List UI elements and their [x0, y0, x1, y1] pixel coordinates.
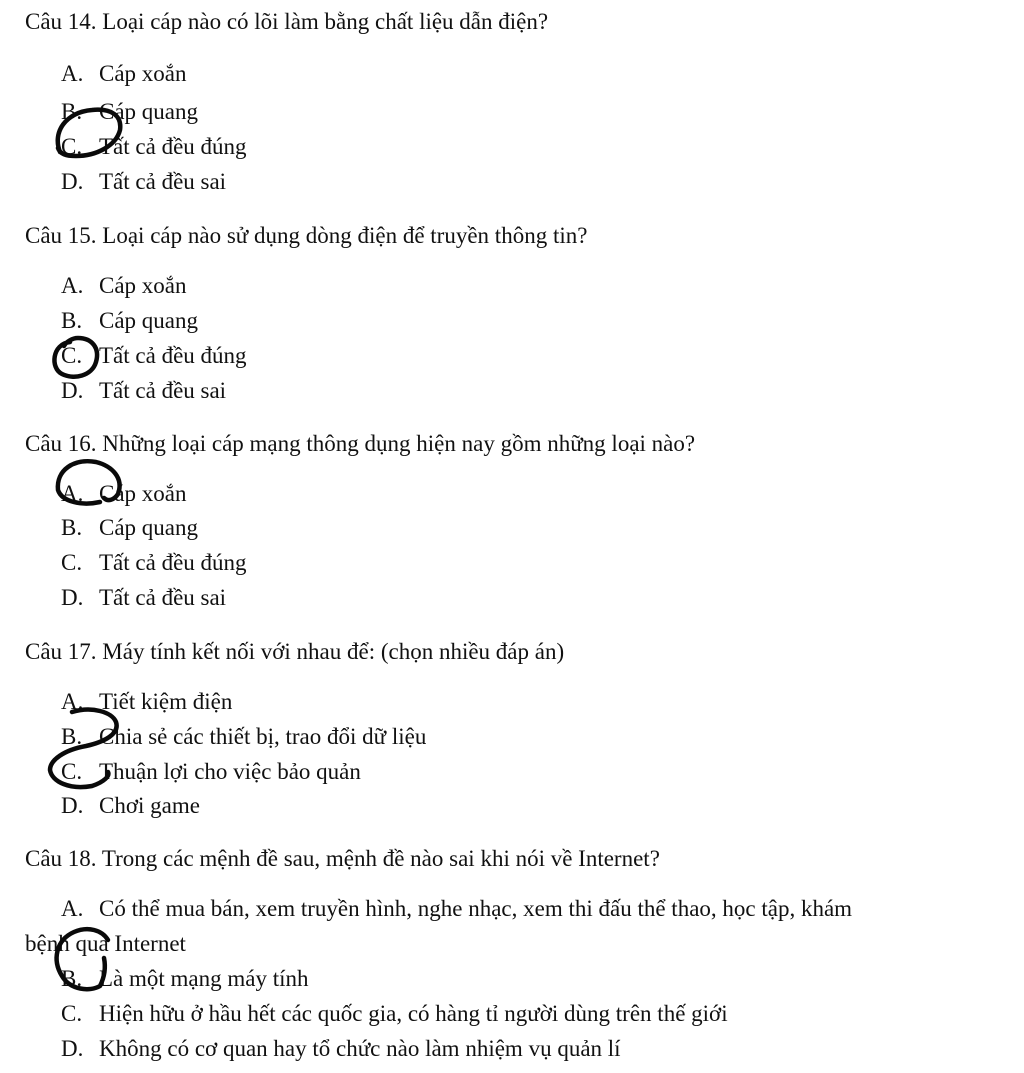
option-letter: A. — [61, 896, 84, 921]
q14-option-c — [61, 133, 247, 161]
option-text: Tất cả đều đúng — [99, 550, 247, 575]
q18-option-d — [61, 1035, 621, 1063]
option-text: Cáp quang — [99, 99, 199, 124]
q15-option-c — [61, 342, 247, 370]
option-letter: B. — [61, 724, 83, 749]
q15-option-b — [61, 307, 198, 335]
option-text: Có thể mua bán, xem truyền hình, nghe nhạc, xem thi đấu thể thao, học tập, khám — [99, 896, 853, 921]
option-letter: B. — [61, 966, 83, 991]
q17-option-a — [61, 688, 232, 716]
q14-option-b — [61, 98, 198, 126]
option-text: Tất cả đều đúng — [99, 343, 247, 368]
option-letter: A. — [61, 689, 84, 714]
q16-option-a — [61, 480, 187, 508]
option-text: Cáp xoắn — [99, 481, 187, 506]
option-text: Hiện hữu ở hầu hết các quốc gia, có hàng tỉ người dùng trên thế giới — [99, 1001, 728, 1026]
question-16-title: Câu 16. Những loại cáp mạng thông dụng hiện nay gồm những loại nào? — [25, 431, 696, 456]
option-letter: D. — [61, 793, 84, 818]
q16-option-b — [61, 514, 198, 542]
option-letter: C. — [61, 1001, 83, 1026]
q17-option-b — [61, 723, 426, 751]
option-letter: B. — [61, 99, 83, 124]
option-text: Cáp xoắn — [99, 61, 187, 86]
q18-option-b — [61, 965, 309, 993]
q16-option-d — [61, 584, 226, 612]
q18-option-a-continuation: bệnh qua Internet — [25, 931, 186, 956]
option-letter: D. — [61, 1036, 84, 1061]
option-letter: D. — [61, 169, 84, 194]
option-letter: D. — [61, 378, 84, 403]
option-letter: B. — [61, 515, 83, 540]
q15-option-a — [61, 272, 187, 300]
option-letter: D. — [61, 585, 84, 610]
question-18-title: Câu 18. Trong các mệnh đề sau, mệnh đề nào sai khi nói về Internet? — [25, 846, 660, 871]
option-letter: B. — [61, 308, 83, 333]
q17-option-c — [61, 758, 361, 786]
option-letter: C. — [61, 343, 83, 368]
option-text: Không có cơ quan hay tổ chức nào làm nhiệm vụ quản lí — [99, 1036, 621, 1061]
question-17-title: Câu 17. Máy tính kết nối với nhau để: (chọn nhiều đáp án) — [25, 639, 565, 664]
option-letter: A. — [61, 481, 84, 506]
option-letter: A. — [61, 61, 84, 86]
option-letter: C. — [61, 550, 83, 575]
q15-option-d — [61, 377, 226, 405]
option-text: Tất cả đều sai — [99, 169, 227, 194]
q18-option-a — [61, 895, 852, 923]
option-text: Cáp quang — [99, 308, 199, 333]
q17-option-d — [61, 792, 200, 820]
option-text: Cáp xoắn — [99, 273, 187, 298]
question-15-title: Câu 15. Loại cáp nào sử dụng dòng điện để truyền thông tin? — [25, 223, 588, 248]
option-letter: C. — [61, 134, 83, 159]
option-letter: C. — [61, 759, 83, 784]
q14-option-a — [61, 60, 187, 88]
q14-option-d — [61, 168, 226, 196]
option-text: Tất cả đều sai — [99, 378, 227, 403]
option-text: Thuận lợi cho việc bảo quản — [99, 759, 361, 784]
q18-option-c — [61, 1000, 728, 1028]
q16-option-c — [61, 549, 247, 577]
question-14-title: Câu 14. Loại cáp nào có lõi làm bằng chất liệu dẫn điện? — [25, 9, 549, 34]
option-text: Chơi game — [99, 793, 200, 818]
option-text: Tất cả đều đúng — [99, 134, 247, 159]
option-text: Chia sẻ các thiết bị, trao đổi dữ liệu — [99, 724, 427, 749]
option-text: Tất cả đều sai — [99, 585, 227, 610]
option-letter: A. — [61, 273, 84, 298]
option-text: Là một mạng máy tính — [99, 966, 309, 991]
option-text: Tiết kiệm điện — [99, 689, 233, 714]
option-text: Cáp quang — [99, 515, 199, 540]
